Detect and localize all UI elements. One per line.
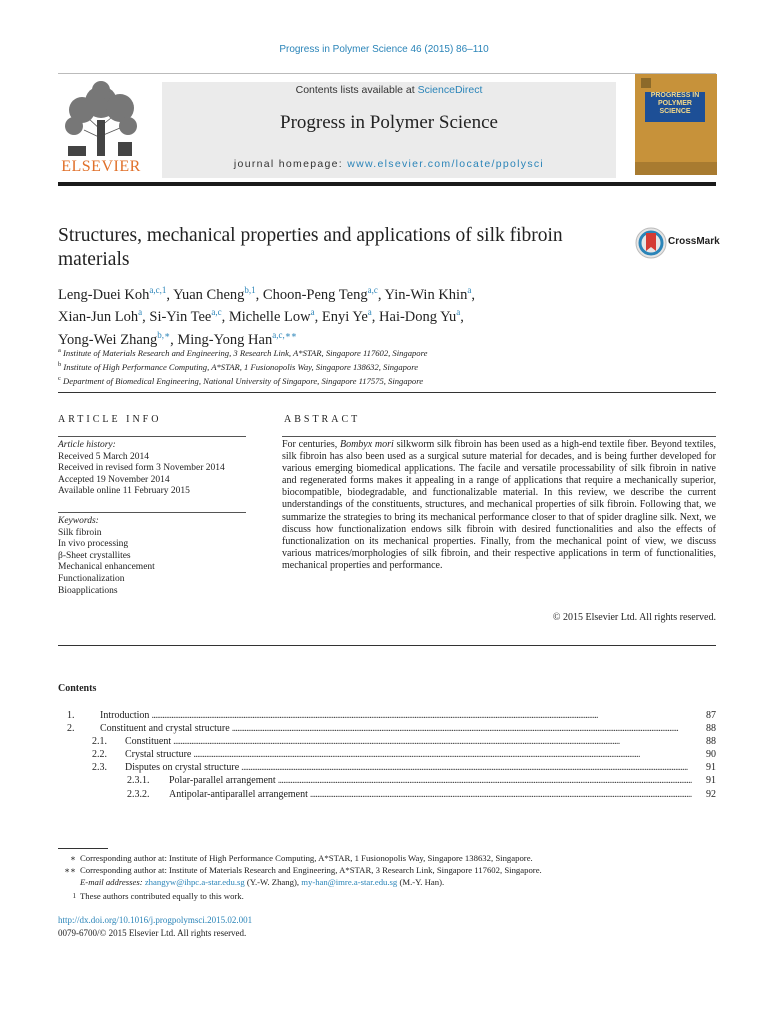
article-title: Structures, mechanical properties and applications of silk fibroin materials [58,225,563,270]
toc-leader-dots [232,723,692,735]
author-separator: , [255,286,263,303]
affiliation-text: Department of Biomedical Engineering, National University of Singapore, Singapore 117575, Singapore [63,375,424,386]
affiliation-text: Institute of Materials Research and Engineering, 3 Research Link, A*STAR, Singapore 117602, Singapore [63,347,428,358]
toc-page: 88 [706,736,716,747]
author-name: Hai-Dong Yu [379,309,457,326]
history-item: Received in revised form 3 November 2014 [58,463,225,474]
footnote-mark: ∗ [70,853,76,863]
toc-number: 2.1. [92,736,107,747]
abstract-species: Bombyx mori [339,439,394,450]
author-list [58,282,698,349]
author-name: Leng-Duei Koh [58,286,150,303]
author-name: Michelle Low [228,309,311,326]
contents-prefix: Contents lists available at [295,84,418,96]
affiliation-list [58,345,698,387]
journal-homepage-line [162,158,616,170]
article-info-rule [58,436,246,437]
toc-entry[interactable] [58,736,716,748]
toc-entry[interactable] [58,789,716,801]
doi-link[interactable]: http://dx.doi.org/10.1016/j.progpolymsci.2015.02.001 [58,915,253,925]
keywords-label: Keywords: [58,516,99,526]
homepage-prefix: journal homepage: [233,158,348,170]
toc-page: 91 [706,775,716,786]
journal-name: Progress in Polymer Science [280,112,498,133]
abstract-lead: For centuries, [282,439,340,450]
history-item: Available online 11 February 2015 [58,486,190,497]
author-affiliation-mark[interactable]: a,c [367,285,378,295]
footnote-text: These authors contributed equally to this work. [80,891,244,901]
author-affiliation-mark[interactable]: a [456,307,461,318]
author-separator: , [377,286,385,303]
toc-leader-dots [173,736,692,748]
author-affiliation-mark[interactable]: a,c,1 [149,285,167,295]
elsevier-wordmark: ELSEVIER [61,158,141,175]
keyword-item: Mechanical enhancement [58,562,155,573]
toc-number: 2.2. [92,749,107,760]
toc-entry[interactable] [58,749,716,761]
section-rule [58,645,716,646]
issn-copyright: 0079-6700/© 2015 Elsevier Ltd. All rights reserved. [58,928,247,938]
abstract-text [282,439,716,572]
footnote-rule [58,848,108,849]
author-affiliation-mark[interactable]: a [467,285,472,295]
footnote-text: Corresponding author at: Institute of Materials Research and Engineering, A*STAR, 3 Research Link, Singapore 117602, Singapore. [80,865,542,875]
keywords [58,516,246,597]
toc-title: Introduction [100,710,150,721]
author-affiliation-mark[interactable]: b,∗ [157,329,171,340]
footnote-corresponding-1 [58,852,698,864]
author-affiliation-mark[interactable]: a [138,307,143,318]
affiliation-item [58,345,698,359]
toc-title: Crystal structure [125,749,192,760]
toc-number: 2.3.2. [127,789,150,800]
email-owner: (M.-Y. Han). [397,877,445,887]
author-name: Xian-Jun Loh [58,309,139,326]
affiliation-item [58,373,698,387]
author-name: Yong-Wei Zhang [58,331,158,348]
toc-page: 88 [706,723,716,734]
toc-entry[interactable] [58,710,716,722]
abstract-rule [282,436,716,437]
abstract-heading: ABSTRACT [284,414,361,425]
toc-title: Constituent [125,736,172,747]
footnote-equal-contribution [58,890,698,902]
toc-leader-dots [241,762,692,774]
toc-number: 2.3.1. [127,775,150,786]
elsevier-tree-logo-icon [58,80,144,158]
toc-title: Antipolar-antiparallel arrangement [169,789,308,800]
footnote-text: Corresponding author at: Institute of High Performance Computing, A*STAR, 1 Fusionopolis Way, Singapore 138632, Singapore. [80,853,533,863]
history-item: Accepted 19 November 2014 [58,474,170,485]
email-link-han[interactable]: my-han@imre.a-star.edu.sg [301,877,398,887]
affiliation-item [58,359,698,373]
toc-entry[interactable] [58,762,716,774]
cover-title: PROGRESS IN POLYMER SCIENCE [650,92,700,115]
crossmark-label[interactable]: CrossMark [668,236,720,247]
cover-publisher-icon [641,78,651,88]
article-history [58,440,246,498]
author-affiliation-mark[interactable]: a,c,∗∗ [272,329,297,340]
affiliation-mark: b [58,360,62,368]
toc-leader-dots [193,749,692,761]
abstract-copyright: © 2015 Elsevier Ltd. All rights reserved. [552,612,716,623]
author-separator: , [371,309,380,326]
toc-title: Polar-parallel arrangement [169,775,276,786]
section-rule [58,392,716,393]
footnote-corresponding-2 [58,864,698,876]
cover-bottom-band [635,162,717,175]
contents-available-line [162,84,616,96]
toc-entry[interactable] [58,775,716,787]
toc-title: Constituent and crystal structure [100,723,230,734]
author-separator: , [142,309,150,326]
author-separator: , [471,286,475,303]
footnote-mark: ∗∗ [64,865,76,875]
author-affiliation-mark[interactable]: a [310,307,315,318]
keyword-item: Silk fibroin [58,527,102,538]
toc-leader-dots [310,789,692,801]
toc-page: 87 [706,710,716,721]
article-info-heading: ARTICLE INFO [58,414,162,425]
email-owner: (Y.-W. Zhang), [244,877,302,887]
history-label: Article history: [58,440,116,450]
toc-number: 2. [67,723,75,734]
keywords-rule [58,512,246,513]
author-separator: , [166,286,174,303]
author-separator: , [221,309,229,326]
author-name: Ming-Yong Han [177,331,273,348]
author-affiliation-mark[interactable]: b,1 [244,285,256,295]
affiliation-text: Institute of High Performance Computing, A*STAR, 1 Fusionopolis Way, Singapore 138632, Singapore [63,361,419,372]
footnote-mark: 1 [72,892,76,900]
contents-heading: Contents [58,683,97,694]
toc-entry[interactable] [58,723,716,735]
journal-homepage-link[interactable]: www.elsevier.com/locate/ppolysci [347,158,545,170]
journal-header-box [162,82,616,178]
author-affiliation-mark[interactable]: a [367,307,372,318]
keyword-item: In vivo processing [58,539,129,550]
author-name: Enyi Ye [321,309,368,326]
author-separator: , [170,331,178,348]
toc-leader-dots [278,775,692,787]
header-rule [58,73,716,74]
author-name: Yuan Cheng [173,286,245,303]
header-thick-rule [58,182,716,186]
abstract-body: silkworm silk fibroin has been used as a high-end textile fiber. Beyond textiles, silk fibroin has also been used as a surgical suture material for decades, and is being further developed for various emerging biomedical applications. The facile and versatile processability of silk fibroin in native and regenerated forms makes it appealing in a range of applications that require a mechanically superior, biocompatible, biodegradable, and functionalizable material. In this review, we describe the current understandings of the constituents, structures, and mechanical properties of silk fibroin. Following that, we summarize the strategies to bring its mechanical performance closer to that of spider dragline silk. Next, we discuss how functionalization endows silk fibroin with desired functionalities and also the effects of functionalization on its mechanical properties. Finally, from the mechanical point of view, we discuss various matrices/morphologies of silk fibroin, and their respective applications in term of functionalities, mechanical properties and performance. [282,439,716,571]
toc-number: 2.3. [92,762,107,773]
history-item: Received 5 March 2014 [58,451,150,462]
keyword-item: β-Sheet crystallites [58,550,131,561]
email-link-zhang[interactable]: zhangyw@ihpc.a-star.edu.sg [144,877,245,887]
keyword-item: Functionalization [58,573,125,584]
toc-page: 90 [706,749,716,760]
journal-citation[interactable]: Progress in Polymer Science 46 (2015) 86–110 [279,44,489,55]
toc-leader-dots [151,710,692,722]
toc-title: Disputes on crystal structure [125,762,240,773]
toc-page: 92 [706,789,716,800]
author-separator: , [460,309,464,326]
footnote-emails [58,876,698,888]
affiliation-mark: a [58,347,61,354]
author-separator: , [314,309,322,326]
toc-page: 91 [706,762,716,773]
author-name: Choon-Peng Teng [262,286,368,303]
email-label: E-mail addresses: [80,877,143,887]
author-name: Si-Yin Tee [149,309,212,326]
sciencedirect-link[interactable]: ScienceDirect [417,84,483,96]
keyword-item: Bioapplications [58,585,118,596]
toc-number: 1. [67,710,75,721]
author-affiliation-mark[interactable]: a,c [211,307,222,318]
journal-cover-image[interactable] [635,74,717,175]
author-name: Yin-Win Khin [384,286,468,303]
affiliation-mark: c [58,374,61,382]
